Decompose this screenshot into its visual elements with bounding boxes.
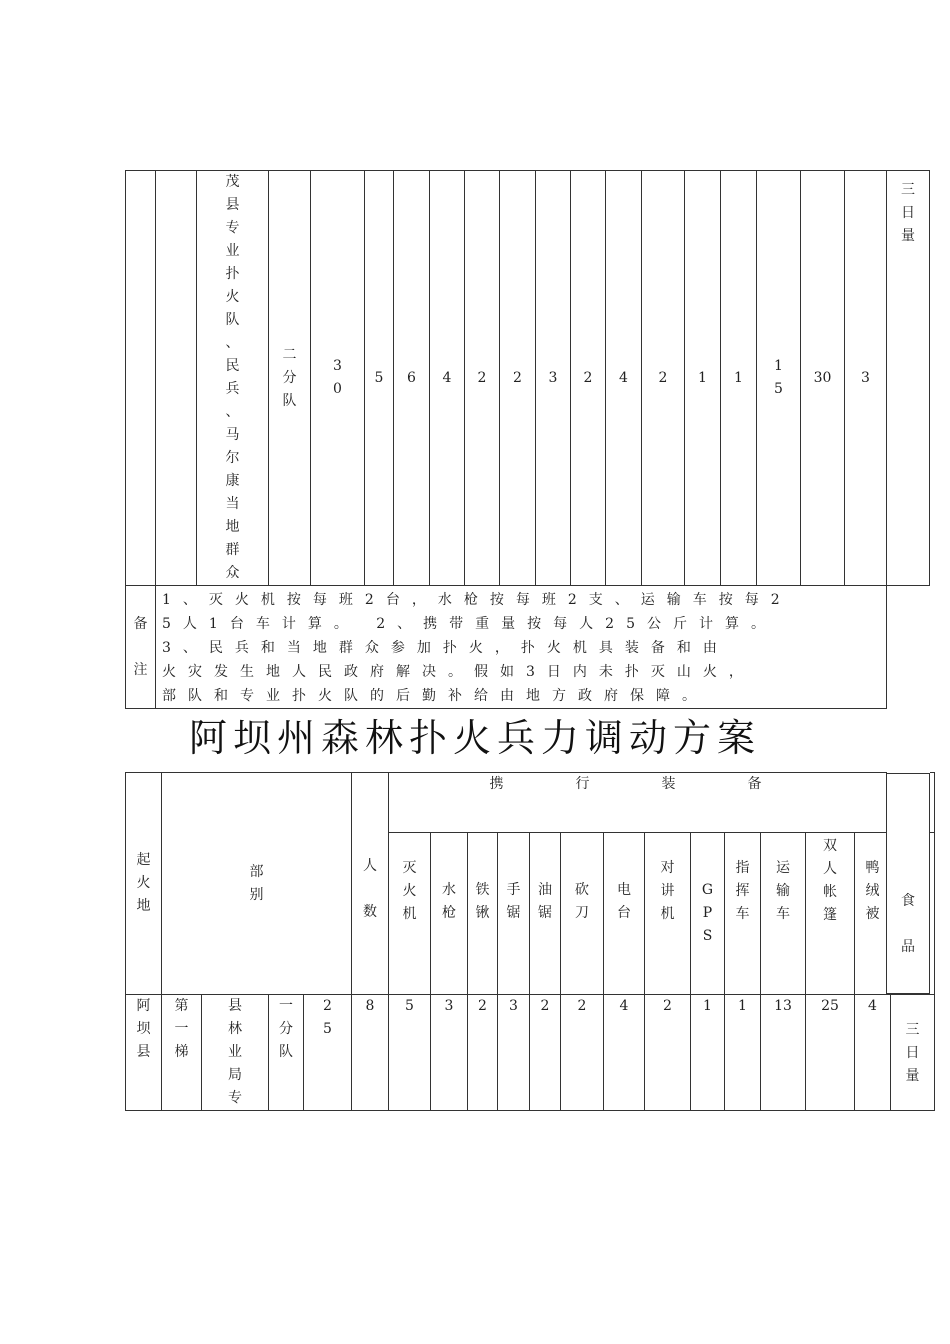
value-cell: 2 — [530, 995, 561, 1111]
note-text-cell — [156, 586, 887, 709]
equip-col-header: 铁 锹 — [468, 833, 498, 995]
value-cell: 25 — [806, 995, 855, 1111]
value-cell: 4 — [855, 995, 891, 1111]
origin-cell: 阿 坝 县 — [126, 995, 162, 1111]
food-text: 三 日 量 — [901, 182, 915, 244]
value-cell: 1 — [685, 171, 721, 586]
equip-col-header: 手 锯 — [498, 833, 530, 995]
unit-text: 茂 县 专 业 扑 火 队 、 民 兵 、 马 尔 康 当 地 群 众 — [225, 174, 240, 581]
top-table-row — [126, 171, 930, 586]
equip-col-header: 指 挥 车 — [725, 833, 761, 995]
ladder-cell — [156, 171, 197, 586]
team-text: 二 分 队 — [282, 346, 297, 409]
equip-col-header: 油 锯 — [530, 833, 561, 995]
value-cell: 3 — [431, 995, 468, 1111]
data-row — [126, 995, 935, 1111]
people-value: 3 0 — [333, 358, 342, 397]
origin-header: 起 火 地 — [126, 773, 162, 995]
equip-col-header: 鸭 绒 被 — [855, 833, 891, 995]
people-cell — [311, 171, 365, 586]
value-cell: 3 — [498, 995, 530, 1111]
note-label: 备 注 — [133, 615, 148, 678]
food-cell: 三 日 量 — [891, 995, 935, 1111]
equip-col-header: 水 枪 — [431, 833, 468, 995]
ladder-cell: 第 一 梯 — [162, 995, 202, 1111]
value-cell: 4 — [606, 171, 642, 586]
note-label-cell — [126, 586, 156, 709]
top-table — [125, 170, 930, 709]
equip-col-header: 砍 刀 — [561, 833, 604, 995]
value-cell: 5 — [389, 995, 431, 1111]
food-header-label: 食 品 — [886, 773, 930, 994]
origin-cell — [126, 171, 156, 586]
value-cell: 2 — [561, 995, 604, 1111]
equip-col-header: G P S — [691, 833, 725, 995]
note-text: 1、灭火机按每班2台，水枪按每班2支、运输车按每2 5人1台车计算。 2、携带重量按每人25公斤计算。 3、民兵和当地群众参加扑火，扑火机具装备和由 火灾发生地人民政府解决。假如3日内未扑灭山火， 部队和专业扑火队的后勤补给由地方政府保障。 — [162, 592, 792, 704]
value-cell: 2 — [645, 995, 691, 1111]
header-row-1 — [126, 773, 935, 833]
value-cell: 8 — [352, 995, 389, 1111]
equip-col-header: 电 台 — [604, 833, 645, 995]
unit-cell — [197, 171, 269, 586]
value-cell: 2 — [571, 171, 606, 586]
value-cell: 2 — [642, 171, 685, 586]
value-cell: 6 — [394, 171, 430, 586]
value-cell: 3 — [536, 171, 571, 586]
equip-col-header: 双 人 帐 篷 — [806, 833, 855, 995]
value-cell: 1 — [725, 995, 761, 1111]
department-header: 部 别 — [162, 773, 352, 995]
value-cell: 2 — [500, 171, 536, 586]
value-cell: 5 — [365, 171, 394, 586]
value-cell: 2 — [465, 171, 500, 586]
equip-col-header: 灭 火 机 — [389, 833, 431, 995]
page-title: 阿坝州森林扑火兵力调动方案 — [188, 716, 761, 760]
note-row — [126, 586, 930, 709]
people-header: 人 数 — [352, 773, 389, 995]
value-cell: 1 5 — [757, 171, 801, 586]
team-cell — [269, 171, 311, 586]
food-cell — [887, 171, 930, 586]
value-cell: 4 — [604, 995, 645, 1111]
unit-cell: 县 林 业 局 专 — [202, 995, 269, 1111]
value-cell: 1 — [721, 171, 757, 586]
value-cell: 30 — [801, 171, 845, 586]
equip-col-header: 运 输 车 — [761, 833, 806, 995]
value-cell: 3 — [845, 171, 887, 586]
team-cell: 一 分 队 — [269, 995, 304, 1111]
bottom-table — [125, 772, 935, 1111]
value-cell: 1 — [691, 995, 725, 1111]
value-cell: 4 — [430, 171, 465, 586]
people-cell: 2 5 — [304, 995, 352, 1111]
value-cell: 13 — [761, 995, 806, 1111]
equipment-header: 携行装备 — [389, 773, 935, 833]
value-cell: 2 — [468, 995, 498, 1111]
equip-col-header: 对 讲 机 — [645, 833, 691, 995]
